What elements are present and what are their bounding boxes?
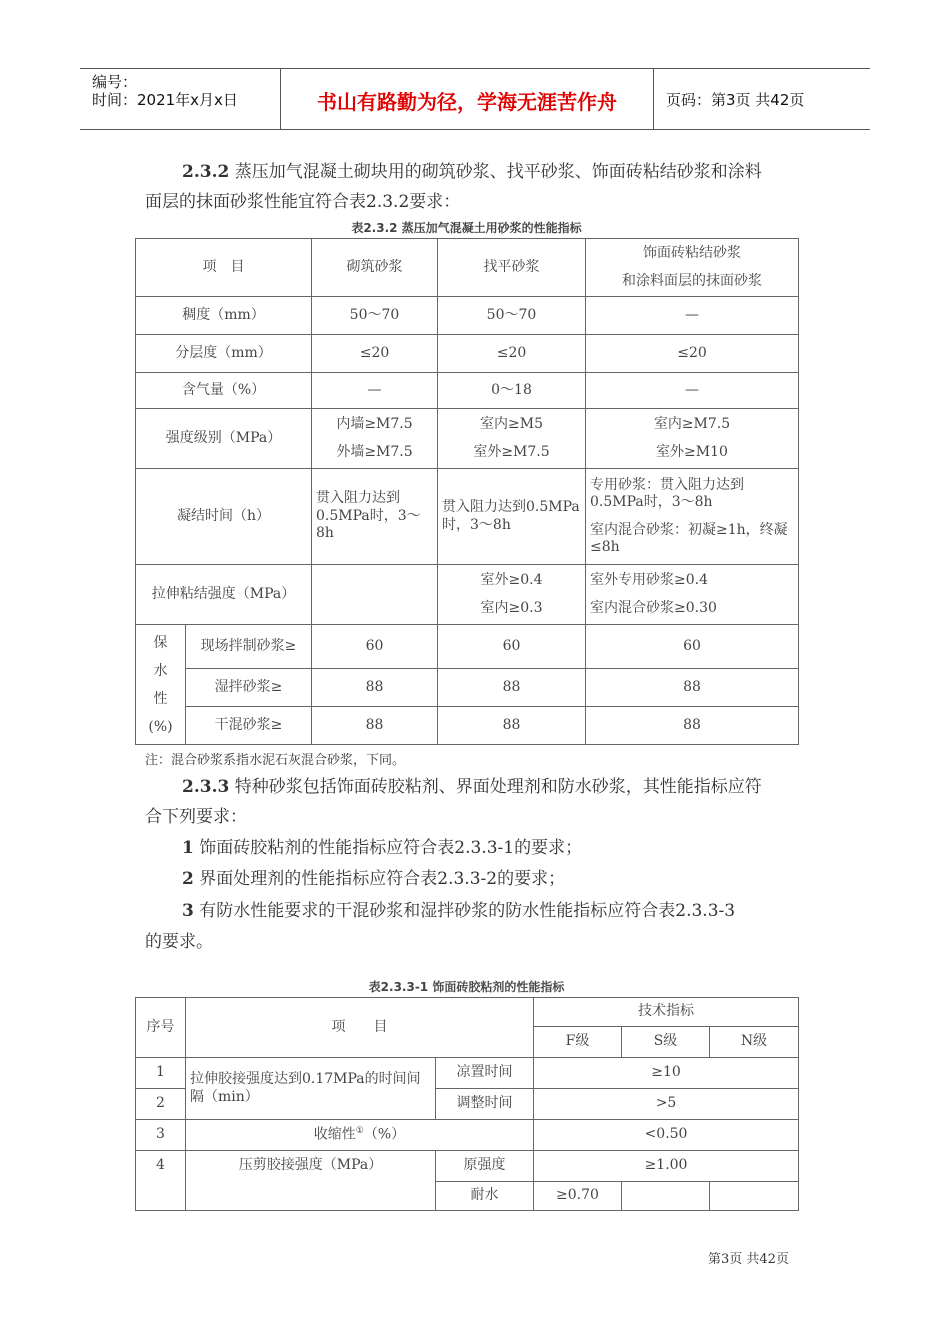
row-label: 拉伸胶接强度达到0.17MPa的时间间隔（min）	[186, 1058, 436, 1120]
table-cell	[438, 409, 586, 469]
table-cell: ≥10	[534, 1058, 799, 1089]
label-char: 水	[153, 662, 168, 679]
row-label: 强度级别（MPa）	[136, 409, 312, 469]
section-233-item1	[182, 833, 582, 858]
table-row	[136, 409, 799, 469]
section-233-item3-cont: 的要求。	[145, 932, 213, 952]
cell-line: 专用砂浆：贯入阻力达到0.5MPa时，3～8h	[590, 476, 744, 510]
table-row	[136, 373, 799, 409]
cell-line: 室外≥M10	[656, 443, 728, 460]
cell-line: 室内≥0.3	[480, 599, 543, 616]
table-cell	[710, 1182, 799, 1211]
section-233-number: 2.3.3	[182, 777, 230, 797]
section-233-line2: 合下列要求：	[145, 807, 247, 827]
cell-line: 室外≥0.4	[480, 572, 543, 588]
section-232-line1	[182, 157, 762, 182]
header-motto-cell	[281, 69, 654, 129]
table-cell	[586, 469, 799, 565]
table-row	[136, 1058, 799, 1089]
table-row	[136, 707, 799, 745]
table-cell	[586, 565, 799, 625]
row-label: 干混砂浆≥	[186, 707, 312, 745]
table-cell: 60	[438, 625, 586, 669]
cell-line: 外墙≥M7.5	[336, 443, 413, 460]
table-row	[136, 297, 799, 335]
table-row	[136, 335, 799, 373]
row-label: 压剪胶接强度（MPa）	[186, 1151, 436, 1211]
row-label: 湿拌砂浆≥	[186, 669, 312, 707]
table2-header-s: S级	[622, 1027, 710, 1058]
page-header	[80, 68, 870, 130]
label-char: (%)	[148, 718, 173, 735]
cell-line: 内墙≥M7.5	[336, 416, 413, 432]
table-row	[136, 1120, 799, 1151]
table2-header-tech: 技术指标	[534, 998, 799, 1027]
table-row	[136, 625, 799, 669]
table-cell	[312, 409, 438, 469]
table-cell: >5	[534, 1089, 799, 1120]
table-cell: 88	[586, 669, 799, 707]
table1-note: 注：混合砂浆系指水泥石灰混合砂浆，下同。	[145, 753, 406, 768]
table-cell: —	[586, 297, 799, 335]
table-row	[136, 469, 799, 565]
table-cell: ≤20	[438, 335, 586, 373]
table-cell: <0.50	[534, 1120, 799, 1151]
row-sublabel: 调整时间	[436, 1089, 534, 1120]
row-label: 稠度（mm）	[136, 297, 312, 335]
page-footer: 第3页 共42页	[708, 1252, 789, 1267]
item-number: 2	[182, 869, 194, 889]
item-number: 1	[182, 838, 194, 858]
footnote-marker: ①	[355, 1125, 364, 1136]
table2-caption: 表2.3.3-1 饰面砖胶粘剂的性能指标	[368, 980, 565, 994]
cell-line: 室内混合砂浆：初凝≥1h，终凝≤8h	[590, 521, 788, 555]
table-cell: 88	[586, 707, 799, 745]
table2-header-no: 序号	[136, 998, 186, 1058]
section-233-text: 特种砂浆包括饰面砖胶粘剂、界面处理剂和防水砂浆，其性能指标应符	[234, 777, 762, 797]
section-233-item2	[182, 864, 565, 889]
cell-line: 室内混合砂浆≥0.30	[590, 599, 717, 616]
row-label	[186, 1120, 534, 1151]
table1-header-col3-line2: 和涂料面层的抹面砂浆	[622, 272, 762, 289]
section-232-number: 2.3.2	[182, 162, 230, 182]
item-text: 饰面砖胶粘剂的性能指标应符合表2.3.3-1的要求；	[199, 838, 583, 858]
row-label: 含气量（%）	[136, 373, 312, 409]
table2-header-n: N级	[710, 1027, 799, 1058]
table1-header-row	[136, 239, 799, 297]
table-cell: ≥0.70	[534, 1182, 622, 1211]
doc-number: 编号：	[92, 73, 138, 91]
table-cell: 0～18	[438, 373, 586, 409]
table1-caption: 表2.3.2 蒸压加气混凝土用砂浆的性能指标	[351, 221, 582, 235]
row-label: 凝结时间（h）	[136, 469, 312, 565]
label-char: 性	[153, 690, 168, 707]
table-cell	[622, 1182, 710, 1211]
table1-header-col3	[586, 239, 799, 297]
row-label-text: 收缩性	[313, 1126, 356, 1143]
table-cell: 88	[438, 669, 586, 707]
table-cell: 88	[312, 707, 438, 745]
table-cell: 50～70	[312, 297, 438, 335]
row-number: 2	[136, 1089, 186, 1120]
table-cell: 88	[312, 669, 438, 707]
header-page-cell	[654, 69, 870, 129]
table-cell: —	[312, 373, 438, 409]
section-232-line2: 面层的抹面砂浆性能宜符合表2.3.2要求：	[145, 192, 461, 212]
row-label: 分层度（mm）	[136, 335, 312, 373]
table-cell	[438, 565, 586, 625]
row-number: 3	[136, 1120, 186, 1151]
cell-line: 室内≥M5	[480, 416, 543, 432]
section-233-line1	[182, 772, 762, 797]
table1-header-col1: 砌筑砂浆	[312, 239, 438, 297]
row-number: 4	[136, 1151, 186, 1211]
table-cell: 50～70	[438, 297, 586, 335]
row-sublabel: 凉置时间	[436, 1058, 534, 1089]
row-number: 1	[136, 1058, 186, 1089]
table-cell: 60	[312, 625, 438, 669]
row-label: 拉伸粘结强度（MPa）	[136, 565, 312, 625]
table1-header-col3-line1: 饰面砖粘结砂浆	[643, 245, 741, 261]
item-text: 有防水性能要求的干混砂浆和湿拌砂浆的防水性能指标应符合表2.3.3-3	[199, 901, 736, 921]
table2	[135, 997, 799, 1211]
table-cell: ≤20	[586, 335, 799, 373]
section-233-item3	[182, 896, 735, 921]
row-sublabel: 耐水	[436, 1182, 534, 1211]
header-meta	[80, 69, 281, 129]
table-cell: ≤20	[312, 335, 438, 373]
table-cell: 贯入阻力达到0.5MPa时，3～8h	[312, 469, 438, 565]
table-row	[136, 1151, 799, 1182]
row-sublabel: 原强度	[436, 1151, 534, 1182]
table-cell: ≥1.00	[534, 1151, 799, 1182]
row-label-unit: （%）	[363, 1126, 406, 1143]
table-cell: —	[586, 373, 799, 409]
table2-header-f: F级	[534, 1027, 622, 1058]
table2-header-row	[136, 998, 799, 1027]
section-232-text: 蒸压加气混凝土砌块用的砌筑砂浆、找平砂浆、饰面砖粘结砂浆和涂料	[234, 162, 762, 182]
table1-header-col2: 找平砂浆	[438, 239, 586, 297]
table-row	[136, 565, 799, 625]
cell-line: 室内≥M7.5	[653, 416, 731, 432]
header-page-info: 页码：第3页 共42页	[666, 91, 805, 109]
cell-line: 室外专用砂浆≥0.4	[590, 572, 708, 588]
table-cell	[312, 565, 438, 625]
table-cell: 贯入阻力达到0.5MPa时，3～8h	[438, 469, 586, 565]
item-number: 3	[182, 901, 194, 921]
label-char: 保	[153, 634, 168, 651]
table-cell	[586, 409, 799, 469]
item-text: 界面处理剂的性能指标应符合表2.3.3-2的要求；	[199, 869, 566, 889]
table1-header-item: 项 目	[136, 239, 312, 297]
row-label: 现场拌制砂浆≥	[186, 625, 312, 669]
table-cell: 88	[438, 707, 586, 745]
water-retention-label	[136, 625, 186, 745]
cell-line: 室外≥M7.5	[473, 443, 550, 460]
header-motto: 书山有路勤为径，学海无涯苦作舟	[317, 90, 617, 114]
table2-header-item: 项 目	[186, 998, 534, 1058]
doc-date: 时间：2021年x月x日	[92, 91, 238, 109]
table1	[135, 238, 799, 745]
table-cell: 60	[586, 625, 799, 669]
table-row	[136, 669, 799, 707]
